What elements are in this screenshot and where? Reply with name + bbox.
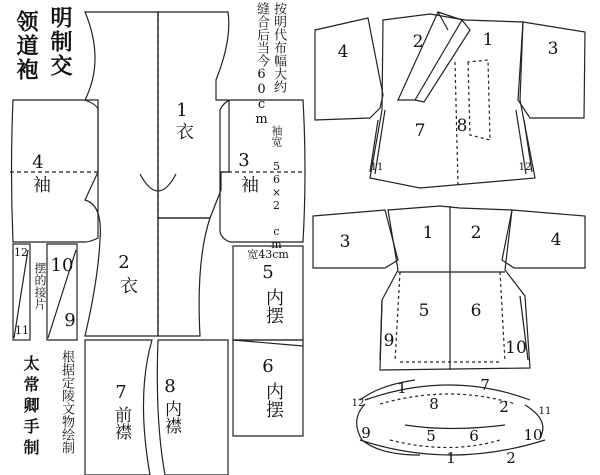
- front-view-label-4: 4: [337, 42, 349, 62]
- sleeve3-number: 3: [238, 150, 250, 171]
- hem-label-2-top: 2: [499, 398, 509, 416]
- inner-width-note: 宽43cm: [247, 248, 289, 261]
- body-piece-2-outline: [158, 218, 210, 336]
- title-col-right: 明制交: [47, 6, 72, 78]
- inner8-number: 8: [164, 376, 176, 397]
- front-view-label-11: 11: [370, 162, 384, 173]
- hem-label-2-bottom: 2: [506, 449, 516, 467]
- back-view-label-10: 10: [505, 338, 527, 358]
- piece9-number: 9: [64, 310, 76, 331]
- front-view-label-12: 12: [518, 162, 532, 173]
- front-robe-right-sleeve: [518, 22, 585, 118]
- seam-width-note: 缝合后当今60cm: [254, 2, 269, 127]
- body-piece-1-outline: [158, 12, 229, 218]
- inner5-number: 5: [262, 262, 274, 283]
- hem-label-8: 8: [429, 395, 439, 413]
- back-robe-left-sleeve: [313, 210, 398, 268]
- sleeve4-number: 4: [32, 152, 44, 173]
- front-view-label-2: 2: [412, 32, 424, 52]
- front-robe-left-sleeve: [315, 18, 383, 120]
- inner-swing-5-name: 内摆: [263, 288, 284, 324]
- front-view-label-1: 1: [482, 30, 494, 50]
- hem-label-6: 6: [469, 427, 479, 445]
- front7-number: 7: [115, 382, 127, 403]
- fabric-width-note: 按明代布幅大约: [271, 2, 286, 93]
- inner-swing-6-name: 内摆: [263, 382, 284, 418]
- title-col-left: 领道袍: [13, 10, 38, 82]
- back-view-label-5: 5: [418, 301, 430, 321]
- hem-label-9: 9: [361, 424, 371, 442]
- front-view-label-7: 7: [414, 121, 426, 141]
- back-view-label-6: 6: [470, 301, 482, 321]
- hem-label-1-top: 1: [397, 379, 407, 397]
- hem-label-5: 5: [426, 427, 436, 445]
- sleeve-width-note: 袖宽 56×2 cm: [270, 125, 283, 251]
- sleeve-4-outline: [12, 100, 99, 242]
- author-signature: 太常卿手制: [21, 355, 40, 460]
- front-view-label-8: 8: [456, 116, 468, 136]
- piece11-number: 11: [15, 324, 29, 337]
- back-view-label-1: 1: [422, 223, 434, 243]
- back-view-label-9: 9: [383, 331, 395, 351]
- source-note: 根据定陵文物绘制: [59, 350, 74, 454]
- back-robe-right-sleeve: [502, 210, 585, 268]
- piece12-number: 12: [14, 246, 28, 259]
- body2-name: 衣: [120, 276, 138, 297]
- body2-number: 2: [118, 252, 130, 273]
- piece10-number: 10: [50, 255, 74, 276]
- hem-label-10: 10: [523, 426, 543, 444]
- back-view-label-2: 2: [470, 223, 482, 243]
- inner6-number: 6: [262, 356, 274, 377]
- hem-label-7: 7: [480, 376, 490, 394]
- hem-label-12: 12: [351, 398, 365, 409]
- front-robe-body: [370, 14, 535, 188]
- hem-label-1-bottom: 1: [446, 449, 456, 467]
- front-view-label-3: 3: [547, 39, 559, 59]
- swing-piece-label: 摆的接片: [33, 262, 47, 310]
- front-lapel-7-name: 前襟: [111, 406, 131, 440]
- sleeve3-name: 袖: [241, 175, 259, 196]
- back-view-label-4: 4: [550, 230, 562, 250]
- back-view-label-3: 3: [339, 232, 351, 252]
- inner-lapel-8-name: 内襟: [161, 400, 181, 434]
- sleeve4-name: 袖: [33, 175, 51, 196]
- front-collar-band: [398, 12, 462, 100]
- body1-name: 衣: [176, 122, 194, 143]
- body1-number: 1: [176, 100, 188, 121]
- hem-label-11: 11: [538, 406, 552, 417]
